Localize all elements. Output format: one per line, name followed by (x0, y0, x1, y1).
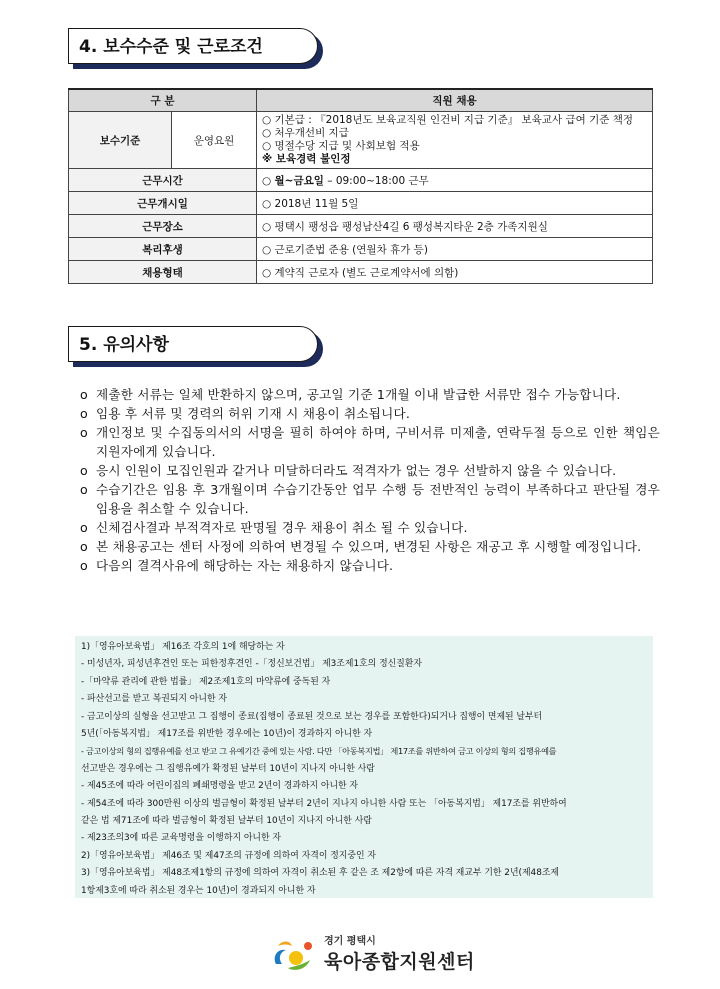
row-value-text: 평택시 팽성읍 팽성남산4길 6 팽성복지타운 2층 가족지원실 (271, 220, 548, 233)
disqual-line: - 금고이상의 형의 집행유예를 선고 받고 그 유예기간 중에 있는 사람. 다만 「아동복지법」 제17조를 위반하여 금고 이상의 형의 집행유예를 (81, 746, 557, 757)
list-item (80, 461, 660, 480)
row-sub-pay: 운영요원 (172, 112, 257, 169)
disqual-line: - 파산선고를 받고 복권되지 아니한 자 (81, 694, 227, 705)
list-item (80, 537, 660, 556)
bullet: o (80, 463, 88, 478)
bullet: o (80, 558, 88, 573)
header-category: 구 분 (69, 89, 257, 112)
disqual-line: - 제54조에 따라 300만원 이상의 벌금형이 확정된 날부터 2년이 지나지 아니한 사람 또는 「아동복지법」 제17조를 위반하여 (81, 798, 567, 809)
table-row (69, 261, 653, 284)
center-logo (270, 932, 475, 974)
disqualification-box (75, 636, 653, 898)
disqual-line: - 미성년자, 피성년후견인 또는 피한정후견인 -「정신보건법」 제3조제1호의 정신질환자 (81, 659, 422, 670)
list-item-text: 본 채용공고는 센터 사정에 의하여 변경될 수 있으며, 변경된 사항은 재공고 후 시행할 예정입니다. (96, 539, 642, 554)
bullet: o (80, 482, 88, 497)
row-value-text: 계약직 근로자 (별도 근로계약서에 의함) (271, 266, 459, 279)
notice-list (80, 385, 660, 575)
row-label: 근무장소 (69, 215, 257, 238)
bullet: ○ (262, 266, 272, 279)
list-item (80, 480, 660, 518)
table-row (69, 215, 653, 238)
list-item-text: 수습기간은 임용 후 3개월이며 수습기간동안 업무 수행 등 전반적인 능력이 부족하다고 판단될 경우 임용을 취소할 수 있습니다. (96, 482, 660, 516)
disqual-line: - 제23조의3에 따른 교육명령을 이행하지 아니한 자 (81, 833, 281, 844)
row-value (257, 192, 653, 215)
row-label-pay: 보수기준 (69, 112, 172, 169)
bullet: o (80, 387, 88, 402)
table-row-pay (69, 112, 653, 169)
row-value-text: 2018년 11월 5일 (271, 197, 359, 210)
disqual-line: - 금고이상의 실형을 선고받고 그 집행이 종료(집행이 종료된 것으로 보는 경우를 포함한다)되거나 집행이 면제된 날부터 (81, 711, 543, 722)
bullet: o (80, 406, 88, 421)
table-row (69, 169, 653, 192)
table-header-row (69, 89, 653, 112)
disqual-line: -「마약류 관리에 관한 법률」 제2조제1호의 마약류에 중독된 자 (81, 676, 331, 687)
pay-line-allowance: ○ 처우개선비 지급 (262, 127, 349, 139)
row-label: 근무개시일 (69, 192, 257, 215)
row-label: 채용형태 (69, 261, 257, 284)
logo-subtitle: 경기 평택시 (324, 936, 376, 947)
list-item-text: 제출한 서류는 일체 반환하지 않으며, 공고일 기준 1개월 이내 발급한 서류만 접수 가능합니다. (96, 387, 621, 402)
row-value (257, 238, 653, 261)
list-item (80, 518, 660, 537)
disqual-line: 1항제3호에 따라 취소된 경우는 10년)이 경과되지 아니한 자 (81, 885, 316, 896)
disqual-line: 같은 법 제71조에 따라 벌금형이 확정된 날부터 10년이 지나지 아니한 사람 (81, 816, 372, 827)
bullet: o (80, 425, 88, 440)
list-item-text: 개인정보 및 수집동의서의 서명을 필히 하여야 하며, 구비서류 미제출, 연락두절 등으로 인한 책임은 지원자에게 있습니다. (96, 425, 660, 459)
list-item (80, 423, 660, 461)
list-item (80, 404, 660, 423)
row-value-text: 근로기준법 준용 (연월차 휴가 등) (271, 243, 428, 256)
pay-line-note: ※ 보육경력 불인정 (262, 153, 351, 165)
bullet: ○ (262, 243, 272, 256)
bullet: o (80, 520, 88, 535)
disqual-line: - 제45조에 따라 어린이집의 폐쇄명령을 받고 2년이 경과하지 아니한 자 (81, 781, 359, 792)
bullet: ○ (262, 220, 272, 233)
flower-logo-icon (270, 934, 318, 972)
pay-detail (257, 112, 653, 169)
disqual-line: 5년(「아동복지법」 제17조를 위반한 경우에는 10년)이 경과하지 아니한 자 (81, 729, 373, 740)
list-item-text: 응시 인원이 모집인원과 같거나 미달하더라도 적격자가 없는 경우 선발하지 않을 수 있습니다. (96, 463, 617, 478)
bullet: ○ (262, 197, 272, 210)
disqual-line: 3)「영유아보육법」 제48조제1항의 규정에 의하여 자격이 취소된 후 같은 조 제2항에 따른 자격 재교부 기한 2년(제48조제 (81, 868, 559, 879)
table-row (69, 192, 653, 215)
disqual-line: 2)「영유아보육법」 제46조 및 제47조의 규정에 의하여 자격이 정지중인 자 (81, 850, 376, 861)
bullet: o (80, 539, 88, 554)
row-value (257, 215, 653, 238)
list-item (80, 385, 660, 404)
disqual-line: 1)「영유아보육법」 제16조 각호의 1에 해당하는 자 (81, 642, 285, 652)
row-label: 근무시간 (69, 169, 257, 192)
list-item-text: 다음의 결격사유에 해당하는 자는 채용하지 않습니다. (96, 558, 394, 573)
pay-line-holiday: ○ 명절수당 지급 및 사회보험 적용 (262, 140, 420, 152)
pay-line-basic: ○ 기본급 : 『2018년도 보육교직원 인건비 지급 기준』 보육교사 급여 기준 책정 (262, 114, 633, 126)
row-value-bold: 월~금요일 (274, 174, 324, 187)
section-5-title: 5. 유의사항 (68, 326, 318, 362)
work-conditions-table (68, 88, 653, 284)
list-item-text: 신체검사결과 부적격자로 판명될 경우 채용이 취소 될 수 있습니다. (96, 520, 468, 535)
bullet: ○ (262, 174, 272, 187)
row-value (257, 169, 653, 192)
section-4-title: 4. 보수수준 및 근로조건 (68, 28, 318, 64)
row-value (257, 261, 653, 284)
row-label: 복리후생 (69, 238, 257, 261)
table-row (69, 238, 653, 261)
disqual-line: 선고받은 경우에는 그 집행유예가 확정된 날부터 10년이 지나지 아니한 사람 (81, 763, 375, 774)
header-job: 직원 채용 (257, 89, 653, 112)
row-value-text: – 09:00~18:00 근무 (323, 174, 429, 187)
logo-title: 육아종합지원센터 (324, 951, 475, 973)
list-item-text: 임용 후 서류 및 경력의 허위 기재 시 채용이 취소됩니다. (96, 406, 411, 421)
list-item (80, 556, 660, 575)
